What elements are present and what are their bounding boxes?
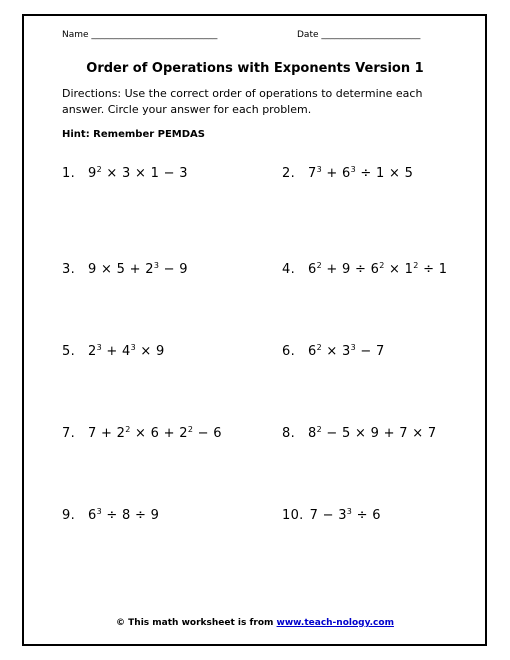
problem-number: 8. bbox=[282, 426, 296, 441]
exponent: 2 bbox=[96, 165, 102, 174]
problem-expression: $7^3 + 6^3 \div 1 \times 5$ bbox=[308, 165, 414, 181]
footer-text: © This math worksheet is from bbox=[116, 618, 277, 628]
problem-expression: $7 - 3^3 \div 6$ bbox=[309, 507, 381, 523]
problem-expression: $9^2 \times 3 \times 1 - 3$ bbox=[88, 165, 188, 181]
exponent: 3 bbox=[346, 507, 353, 516]
problem-3 bbox=[62, 262, 188, 277]
problem-number: 4. bbox=[282, 262, 296, 277]
problem-number: 7. bbox=[62, 426, 76, 441]
problem-number: 10. bbox=[282, 508, 304, 523]
problem-expression: $2^3 + 4^3 \times 9$ bbox=[88, 343, 165, 359]
exponent: 3 bbox=[96, 343, 102, 352]
exponent: 3 bbox=[96, 507, 102, 516]
exponent: 2 bbox=[125, 425, 131, 434]
exponent: 3 bbox=[316, 165, 322, 174]
exponent: 3 bbox=[130, 343, 136, 352]
problem-9 bbox=[62, 508, 159, 523]
date-field-label: Date ______________________ bbox=[297, 30, 421, 40]
exponent: 3 bbox=[350, 343, 356, 352]
problem-4 bbox=[282, 262, 447, 277]
name-field-label: Name ____________________________ bbox=[62, 30, 218, 40]
problem-number: 6. bbox=[282, 344, 296, 359]
problem-5 bbox=[62, 344, 165, 359]
hint-text: Hint: Remember PEMDAS bbox=[62, 129, 205, 140]
problem-expression: $9 \times 5 + 2^3 - 9$ bbox=[88, 261, 188, 277]
directions-text: Directions: Use the correct order of operations to determine each answer. Circle your answer for each problem. bbox=[62, 87, 423, 116]
problem-expression: $6^3 \div 8 \div 9$ bbox=[88, 507, 160, 523]
exponent: 2 bbox=[316, 343, 322, 352]
problem-number: 9. bbox=[62, 508, 76, 523]
problem-2 bbox=[282, 166, 413, 181]
problem-1 bbox=[62, 166, 188, 181]
exponent: 2 bbox=[316, 425, 322, 434]
problem-8 bbox=[282, 426, 436, 441]
problem-7 bbox=[62, 426, 222, 441]
exponent: 3 bbox=[350, 165, 356, 174]
problem-expression: $7 + 2^2 \times 6 + 2^2 - 6$ bbox=[88, 425, 222, 441]
footer-credit bbox=[0, 618, 510, 628]
exponent: 2 bbox=[379, 261, 385, 270]
problem-number: 3. bbox=[62, 262, 76, 277]
problem-number: 1. bbox=[62, 166, 76, 181]
worksheet-title: Order of Operations with Exponents Version 1 bbox=[86, 61, 424, 76]
problem-number: 5. bbox=[62, 344, 76, 359]
exponent: 3 bbox=[153, 261, 160, 270]
exponent: 2 bbox=[187, 425, 194, 434]
problem-number: 2. bbox=[282, 166, 296, 181]
problem-expression: $6^2 \times 3^3 - 7$ bbox=[308, 343, 385, 359]
problem-10 bbox=[282, 508, 381, 523]
footer-link[interactable]: www.teach-nology.com bbox=[276, 618, 394, 628]
exponent: 2 bbox=[413, 261, 419, 270]
problem-expression: $6^2 + 9 \div 6^2 \times 1^2 \div 1$ bbox=[308, 261, 448, 277]
problem-expression: $8^2 - 5 \times 9 + 7 \times 7$ bbox=[308, 425, 437, 441]
exponent: 2 bbox=[316, 261, 322, 270]
problem-6 bbox=[282, 344, 385, 359]
